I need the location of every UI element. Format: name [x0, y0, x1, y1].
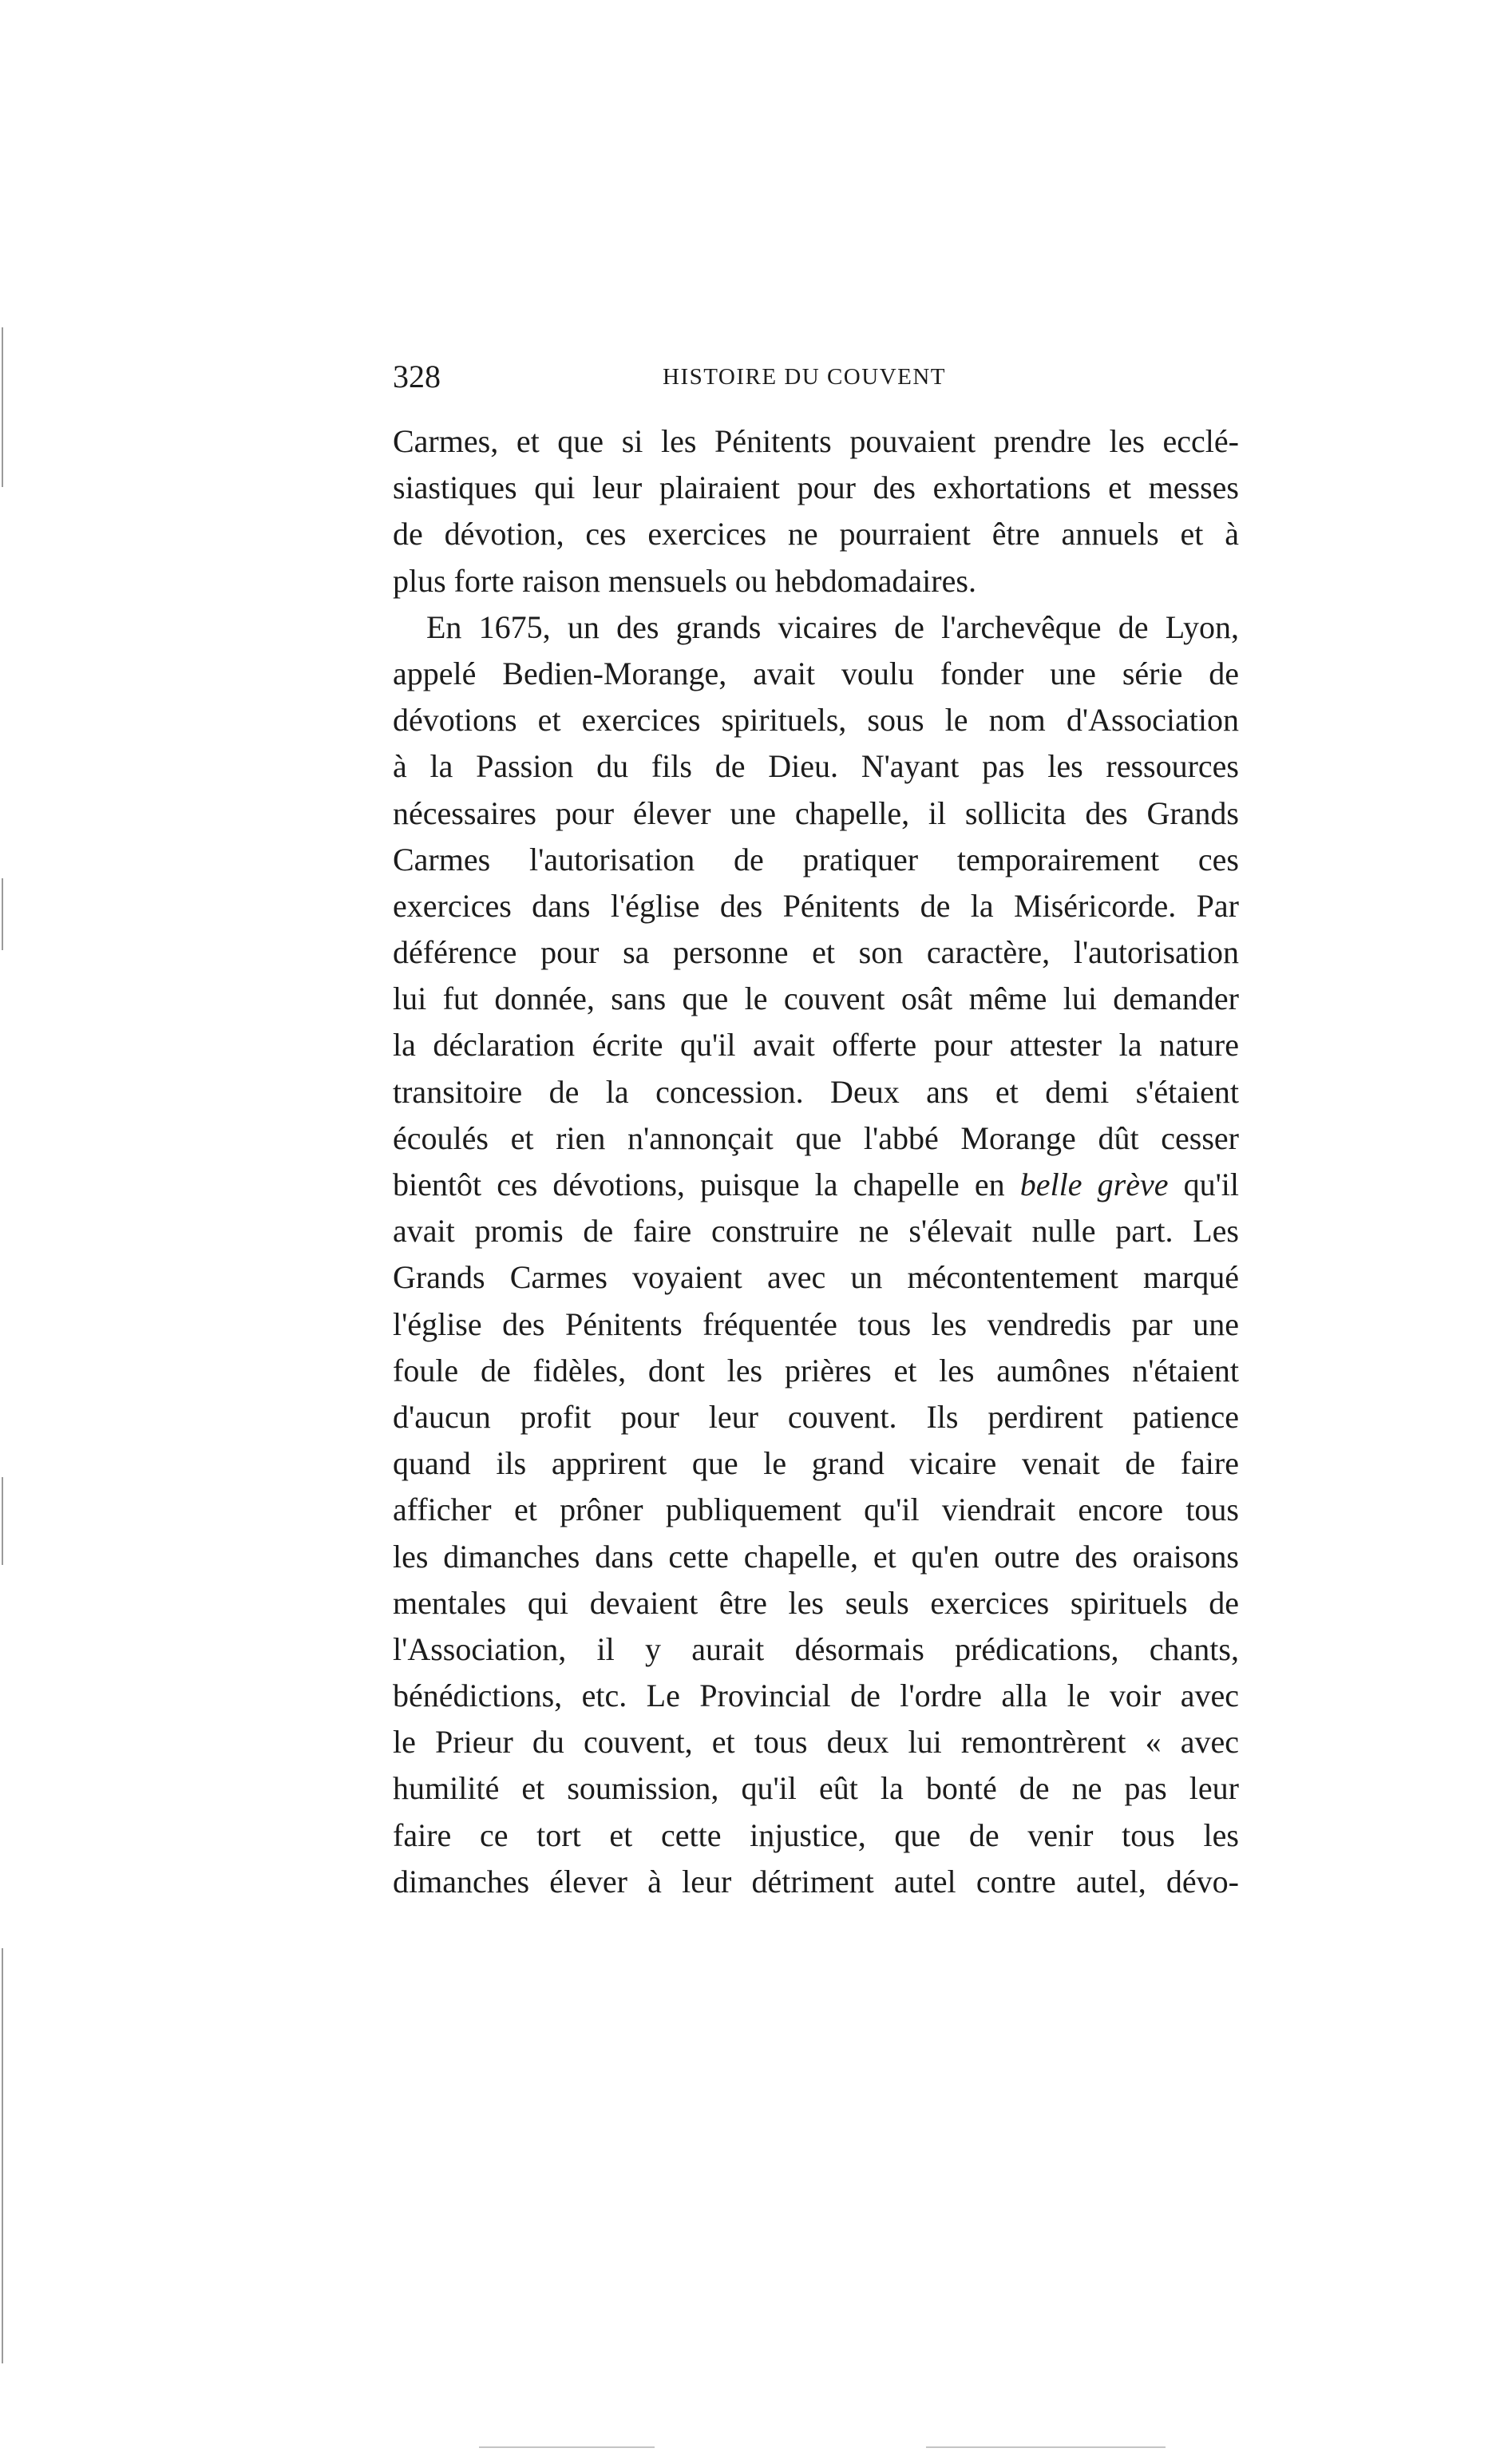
scan-edge-mark	[2, 1948, 3, 2363]
text-line: transitoire de la concession. Deux ans et demi s'étaient	[393, 1073, 1239, 1110]
text-line: la déclaration écrite qu'il avait offerte pour attester la nature	[393, 1027, 1239, 1064]
body-text	[393, 418, 1239, 1905]
text-line: Carmes, et que si les Pénitents pouvaient prendre les ecclé-	[393, 423, 1239, 459]
page-number: 328	[393, 359, 441, 394]
scan-edge-mark	[926, 2446, 1166, 2448]
text-line: déférence pour sa personne et son caractère, l'autorisation	[393, 934, 1239, 971]
text-line: bénédictions, etc. Le Provincial de l'ordre alla le voir avec	[393, 1678, 1239, 1714]
text-segment: bientôt ces dévotions, puisque la chapelle en	[393, 1167, 1020, 1202]
text-line: l'église des Pénitents fréquentée tous les vendredis par une	[393, 1305, 1239, 1342]
page-header	[393, 358, 1271, 396]
text-line: afficher et prôner publiquement qu'il viendrait encore tous	[393, 1491, 1239, 1528]
scan-edge-mark	[479, 2446, 655, 2448]
text-line-with-italic	[393, 1162, 1239, 1208]
text-segment: qu'il	[1168, 1167, 1239, 1202]
text-line: exercices dans l'église des Pénitents de la Miséricorde. Par	[393, 887, 1239, 924]
text-line: mentales qui devaient être les seuls exercices spirituels de	[393, 1584, 1239, 1621]
scan-edge-mark	[2, 878, 3, 950]
running-title: HISTOIRE DU COUVENT	[663, 364, 947, 390]
text-line: le Prieur du couvent, et tous deux lui remontrèrent « avec	[393, 1724, 1239, 1761]
text-line: dimanches élever à leur détriment autel contre autel, dévo-	[393, 1863, 1239, 1899]
text-line: avait promis de faire construire ne s'élevait nulle part. Les	[393, 1213, 1239, 1250]
text-line: siastiques qui leur plairaient pour des exhortations et messes	[393, 469, 1239, 506]
text-line: foule de fidèles, dont les prières et les aumônes n'étaient	[393, 1352, 1239, 1388]
text-line: faire ce tort et cette injustice, que de venir tous les	[393, 1816, 1239, 1853]
text-line: de dévotion, ces exercices ne pourraient être annuels et à	[393, 516, 1239, 553]
text-line: nécessaires pour élever une chapelle, il sollicita des Grands	[393, 794, 1239, 831]
text-line: Grands Carmes voyaient avec un mécontentement marqué	[393, 1259, 1239, 1296]
text-line: l'Association, il y aurait désormais prédications, chants,	[393, 1630, 1239, 1667]
text-line: humilité et soumission, qu'il eût la bonté de ne pas leur	[393, 1770, 1239, 1807]
text-line: appelé Bedien-Morange, avait voulu fonder une série de	[393, 655, 1239, 691]
text-line: plus forte raison mensuels ou hebdomadaires.	[393, 562, 976, 599]
paragraph-first-line: En 1675, un des grands vicaires de l'archevêque de Lyon,	[426, 608, 1239, 645]
text-line: Carmes l'autorisation de pratiquer temporairement ces	[393, 841, 1239, 877]
text-line: écoulés et rien n'annonçait que l'abbé Morange dût cesser	[393, 1119, 1239, 1156]
text-line: lui fut donnée, sans que le couvent osât même lui demander	[393, 980, 1239, 1017]
scan-edge-mark	[2, 1477, 3, 1565]
text-line: d'aucun profit pour leur couvent. Ils perdirent patience	[393, 1398, 1239, 1435]
italic-phrase: belle grève	[1019, 1167, 1169, 1202]
scan-edge-mark	[2, 327, 3, 487]
text-line: les dimanches dans cette chapelle, et qu'en outre des oraisons	[393, 1538, 1239, 1575]
text-line: à la Passion du fils de Dieu. N'ayant pas les ressources	[393, 748, 1239, 785]
text-line: dévotions et exercices spirituels, sous le nom d'Association	[393, 702, 1239, 739]
text-line: quand ils apprirent que le grand vicaire venait de faire	[393, 1445, 1239, 1482]
